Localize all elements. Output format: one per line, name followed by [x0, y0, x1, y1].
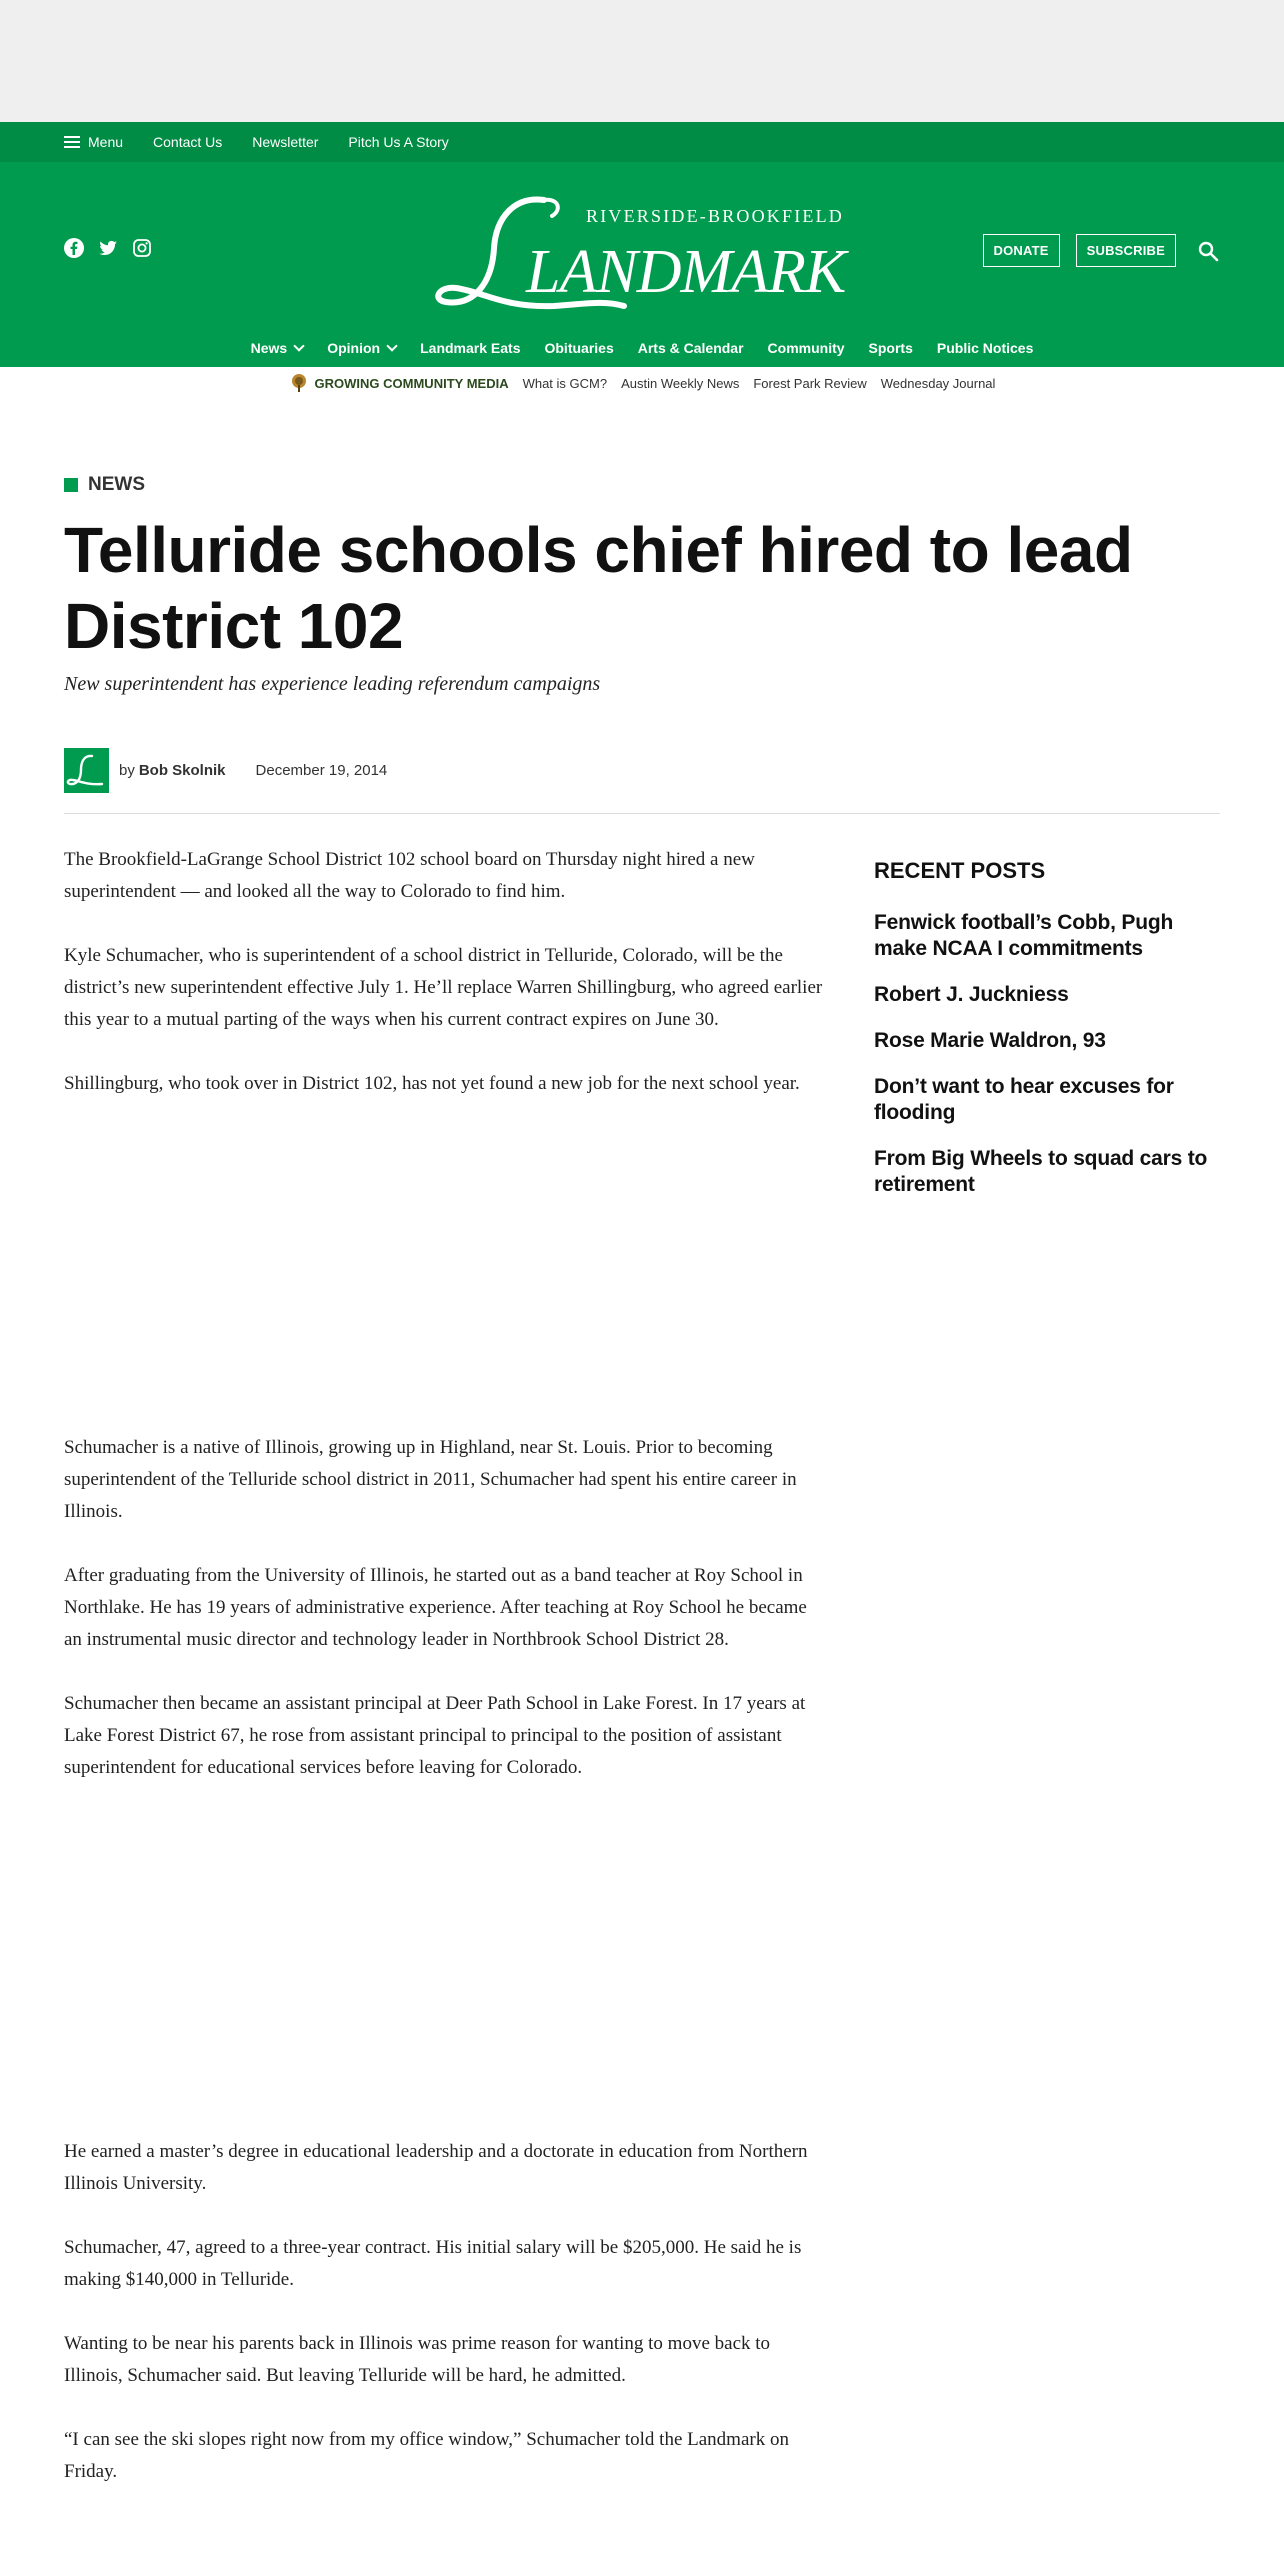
nav-opinion[interactable]	[327, 340, 396, 356]
pitch-story-link[interactable]: Pitch Us A Story	[348, 134, 449, 150]
menu-label: Menu	[88, 134, 124, 150]
gcm-brand[interactable]	[289, 373, 509, 393]
article-subtitle: New superintendent has experience leading referendum campaigns	[64, 673, 601, 695]
main-nav	[0, 340, 1284, 356]
article-body	[64, 844, 824, 2520]
hamburger-icon	[64, 136, 80, 148]
nav-arts-calendar[interactable]: Arts & Calendar	[637, 340, 744, 356]
logo-main-text: LANDMARK	[526, 238, 846, 306]
tree-icon	[289, 373, 309, 393]
article-title: Telluride schools chief hired to lead District 102	[64, 514, 1133, 662]
gcm-link-wednesday[interactable]: Wednesday Journal	[880, 375, 996, 391]
chevron-down-icon	[294, 340, 305, 351]
contact-link[interactable]: Contact Us	[153, 134, 223, 150]
article-paragraph: He earned a master’s degree in educational leadership and a doctorate in education from Northern Illinois University.	[64, 2141, 808, 2194]
gcm-link-forest-park[interactable]: Forest Park Review	[753, 375, 867, 391]
recent-post-link[interactable]: Fenwick football’s Cobb, Pugh make NCAA I commitments	[874, 911, 1174, 960]
logo-top-text: RIVERSIDE-BROOKFIELD	[586, 206, 844, 226]
header-divider	[64, 813, 1220, 814]
category-label[interactable]	[64, 474, 145, 496]
recent-post-link[interactable]: From Big Wheels to squad cars to retirement	[874, 1147, 1208, 1196]
article-paragraph: Schumacher, 47, agreed to a three-year contract. His initial salary will be $205,000. He said he is making $140,000 in Telluride.	[64, 2237, 802, 2290]
utility-bar	[0, 122, 1284, 162]
article-paragraph: Shillingburg, who took over in District 102, has not yet found a new job for the next school year.	[64, 1073, 800, 1094]
recent-post-link[interactable]: Robert J. Juckniess	[874, 983, 1069, 1006]
inline-ad-slot	[64, 1816, 824, 2136]
article-paragraph: Schumacher then became an assistant principal at Deer Path School in Lake Forest. In 17 years at Lake Forest District 67, he rose from assistant principal to principal to the position of assistant superintendent for educational services before leaving for Colorado.	[64, 1693, 806, 1778]
recent-post-link[interactable]: Don’t want to hear excuses for flooding	[874, 1075, 1174, 1124]
author-link[interactable]: Bob Skolnik	[138, 762, 226, 779]
twitter-icon[interactable]	[98, 238, 118, 258]
article-paragraph: “I can see the ski slopes right now from my office window,” Schumacher told the Landmark on Friday.	[64, 2429, 789, 2482]
nav-sports[interactable]: Sports	[868, 340, 913, 356]
recent-posts	[874, 858, 1220, 1218]
menu-button[interactable]	[64, 134, 123, 150]
facebook-icon[interactable]	[64, 238, 84, 258]
nav-obituaries[interactable]: Obituaries	[544, 340, 614, 356]
nav-news[interactable]	[251, 340, 304, 356]
author-avatar[interactable]	[64, 748, 109, 793]
gcm-link-what-is[interactable]: What is GCM?	[522, 375, 608, 391]
donate-button[interactable]: DONATE	[983, 234, 1060, 267]
article-paragraph: Wanting to be near his parents back in Illinois was prime reason for wanting to move back to Illinois, Schumacher said. But leaving Telluride will be hard, he admitted.	[64, 2333, 771, 2386]
gcm-link-austin[interactable]: Austin Weekly News	[621, 375, 740, 391]
recent-posts-heading: RECENT POSTS	[874, 858, 1046, 883]
article-paragraph: Kyle Schumacher, who is superintendent of a school district in Telluride, Colorado, will be the district’s new superintendent effective July 1. He’ll replace Warren Shillingburg, who agreed earlier this year to a mutual parting of the ways when his current contract expires on June 30.	[64, 945, 823, 1030]
instagram-icon[interactable]	[132, 238, 152, 258]
chevron-down-icon	[386, 340, 397, 351]
subscribe-button[interactable]: SUBSCRIBE	[1076, 234, 1176, 267]
search-icon[interactable]	[1196, 239, 1220, 263]
nav-public-notices[interactable]: Public Notices	[936, 340, 1034, 356]
header-actions	[983, 234, 1221, 267]
category-text: NEWS	[88, 474, 145, 495]
byline	[64, 748, 387, 793]
landmark-logo[interactable]	[434, 188, 854, 318]
inline-ad-slot	[64, 1132, 824, 1432]
top-ad-slot	[0, 0, 1284, 122]
social-links	[64, 238, 152, 258]
site-header	[0, 162, 1284, 367]
byline-by: by	[119, 762, 135, 779]
nav-news-label: News	[250, 340, 288, 356]
recent-post-link[interactable]: Rose Marie Waldron, 93	[874, 1029, 1106, 1052]
gcm-brand-label: GROWING COMMUNITY MEDIA	[314, 375, 509, 391]
nav-community[interactable]: Community	[767, 340, 845, 356]
article-paragraph: After graduating from the University of Illinois, he started out as a band teacher at Roy School in Northlake. He has 19 years of administrative experience. After teaching at Roy School he became an instrumental music director and technology leader in Northbrook School District 28.	[64, 1565, 807, 1650]
article-paragraph: Schumacher is a native of Illinois, growing up in Highland, near St. Louis. Prior to becoming superintendent of the Telluride school district in 2011, Schumacher had spent his entire career in Illinois.	[64, 1437, 797, 1522]
nav-landmark-eats[interactable]: Landmark Eats	[420, 340, 521, 356]
nav-opinion-label: Opinion	[327, 340, 381, 356]
newsletter-link[interactable]: Newsletter	[252, 134, 319, 150]
article-paragraph: The Brookfield-LaGrange School District 102 school board on Thursday night hired a new superintendent — and looked all the way to Colorado to find him.	[64, 849, 755, 902]
category-square-icon	[64, 478, 78, 492]
gcm-network-bar	[0, 367, 1284, 399]
publish-date: December 19, 2014	[255, 762, 388, 779]
